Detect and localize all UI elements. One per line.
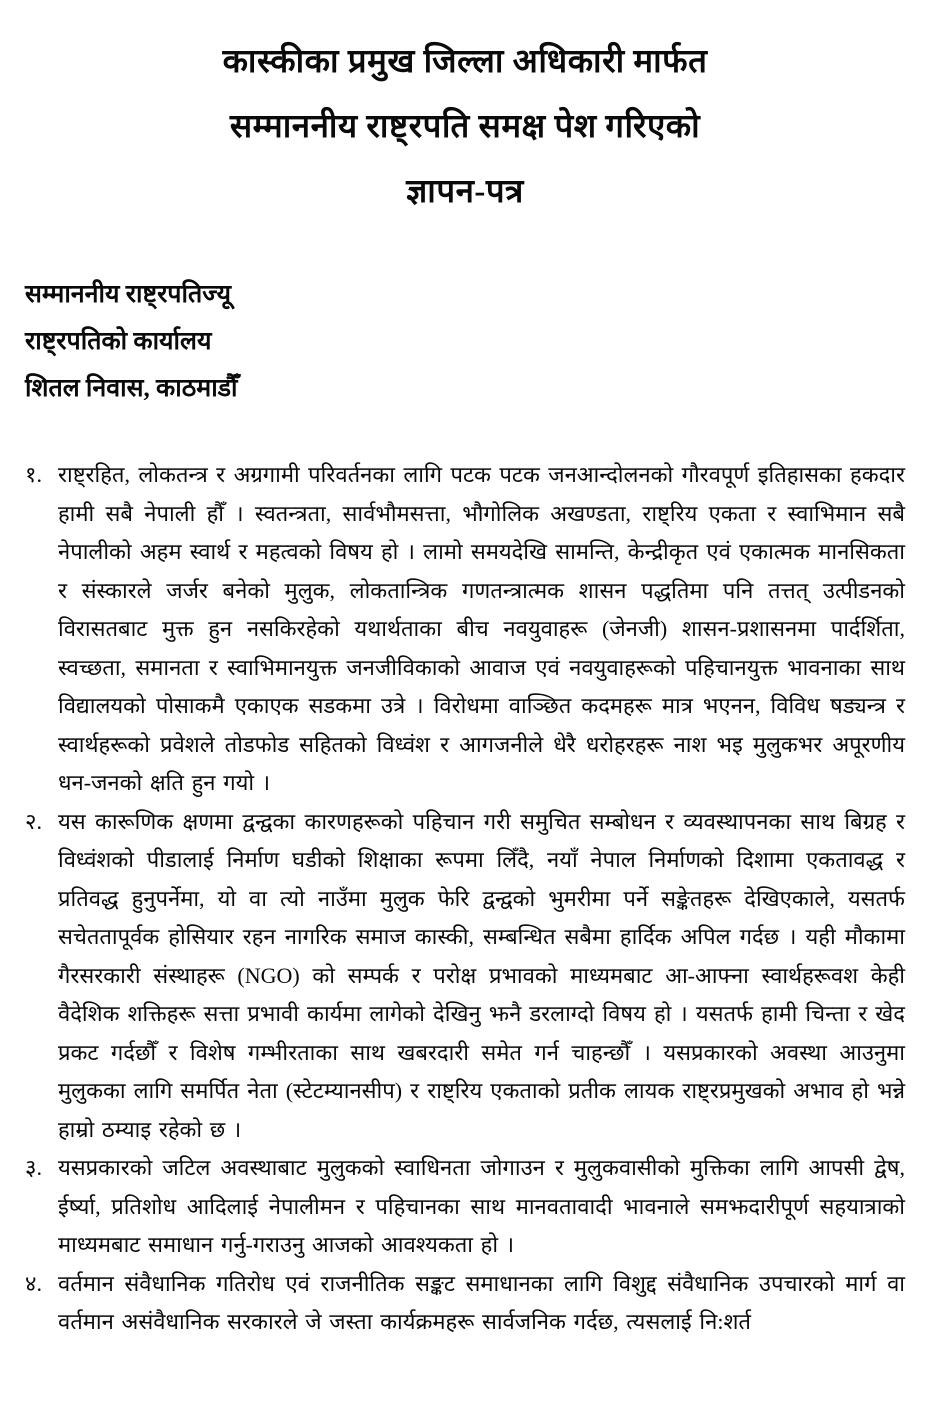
title-line-2: सम्माननीय राष्ट्रपति समक्ष पेश गरिएको — [229, 109, 701, 145]
list-item — [25, 456, 905, 803]
item-text: यसप्रकारको जटिल अवस्थाबाट मुलुकको स्वाधिनता जोगाउन र मुलुकवासीको मुक्तिका लागि आपसी द्वेष, ईर्ष्या, प्रतिशोध आदिलाई नेपालीमन र पहिचानका साथ मानवतावादी भावनाले समझदारीपूर्ण सहयात्राको माध्यमबाट समाधान गर्नु-गराउनु आजको आवश्यकता हो । — [58, 1155, 905, 1257]
recipient-line-2: राष्ट्रपतिको कार्यालय — [25, 328, 212, 355]
item-text: राष्ट्रहित, लोकतन्त्र र अग्रगामी परिवर्तनका लागि पटक पटक जनआन्दोलनको गौरवपूर्ण इतिहासका हकदार हामी सबै नेपाली हौँ । स्वतन्त्रता, सार्वभौमसत्ता, भौगोलिक अखण्डता, राष्ट्रिय एकता र स्वाभिमान सबै नेपालीको अहम स्वार्थ र महत्वको विषय हो । लामो समयदेखि सामन्ति, केन्द्रीकृत एवं एकात्मक मानसिकता र संस्कारले जर्जर बनेको मुलुक, लोकतान्त्रिक गणतन्त्रात्मक शासन पद्धतिमा पनि तत्तत् उत्पीडनको विरासतबाट मुक्त हुन नसकिरहेको यथार्थताका बीच नवयुवाहरू (जेनजी) शासन-प्रशासनमा पार्दर्शिता, स्वच्छता, समानता र स्वाभिमानयुक्त जनजीविकाको आवाज एवं नवयुवाहरूको पहिचानयुक्त भावनाका साथ विद्यालयको पोसाकमै एकाएक सडकमा उत्रे । विरोधमा वाञ्छित कदमहरू मात्र भएनन, विविध षड्यन्त्र र स्वार्थहरूको प्रवेशले तोडफोड सहितको विध्वंश र आगजनीले धेरै धरोहरहरू नाश भइ मुलुकभर अपूरणीय धन-जनको क्षति हुन गयो । — [58, 462, 905, 795]
recipient-line-3: शितल निवास, काठमाडौँ — [25, 375, 238, 402]
recipient-line-1: सम्माननीय राष्ट्रपतिज्यू — [25, 281, 232, 308]
list-item — [25, 803, 905, 1150]
list-item — [25, 1149, 905, 1265]
recipient-block — [25, 271, 905, 412]
item-number: २. — [25, 808, 42, 834]
title-line-3: ज्ञापन-पत्र — [406, 174, 524, 210]
item-number: ४. — [25, 1270, 42, 1296]
memo-title — [25, 30, 905, 225]
item-number: १. — [25, 462, 42, 487]
item-number: ३. — [25, 1155, 42, 1180]
item-text: यस कारूणिक क्षणमा द्वन्द्वका कारणहरूको पहिचान गरी समुचित सम्बोधन र व्यवस्थापनका साथ बिग्रह र विध्वंशको पीडालाई निर्माण घडीको शिक्षाका रूपमा लिँदै, नयाँ नेपाल निर्माणको दिशामा एकतावद्ध र प्रतिवद्ध हुनुपर्नेमा, यो वा त्यो नाउँमा मुलुक फेरि द्वन्द्वको भुमरीमा पर्ने सङ्केतहरू देखिएकाले, यसतर्फ सचेततापूर्वक होसियार रहन नागरिक समाज कास्की, सम्बन्धित सबैमा हार्दिक अपिल गर्दछ । यही मौकामा गैरसरकारी संस्थाहरू (NGO) को सम्पर्क र परोक्ष प्रभावको माध्यमबाट आ-आफ्ना स्वार्थहरूवश केही वैदेशिक शक्तिहरू सत्ता प्रभावी कार्यमा लागेको देखिनु झनै डरलाग्दो विषय हो । यसतर्फ हामी चिन्ता र खेद प्रकट गर्दछौँ र विशेष गम्भीरताका साथ खबरदारी समेत गर्न चाहन्छौँ । यसप्रकारको अवस्था आउनुमा मुलुकका लागि समर्पित नेता (स्टेटम्यानसीप) र राष्ट्रिय एकताको प्रतीक लायक राष्ट्रप्रमुखको अभाव हो भन्ने हाम्रो ठम्याइ रहेको छ । — [58, 808, 905, 1142]
list-item — [25, 1265, 905, 1342]
item-text: वर्तमान संवैधानिक गतिरोध एवं राजनीतिक सङ्कट समाधानका लागि विशुद्द संवैधानिक उपचारको मार्ग वा वर्तमान असंवैधानिक सरकारले जे जस्ता कार्यक्रमहरू सार्वजनिक गर्दछ, त्यसलाई नि:शर्त — [58, 1270, 905, 1334]
memo-list — [25, 456, 905, 1342]
title-line-1: कास्कीका प्रमुख जिल्ला अधिकारी मार्फत — [222, 44, 708, 80]
